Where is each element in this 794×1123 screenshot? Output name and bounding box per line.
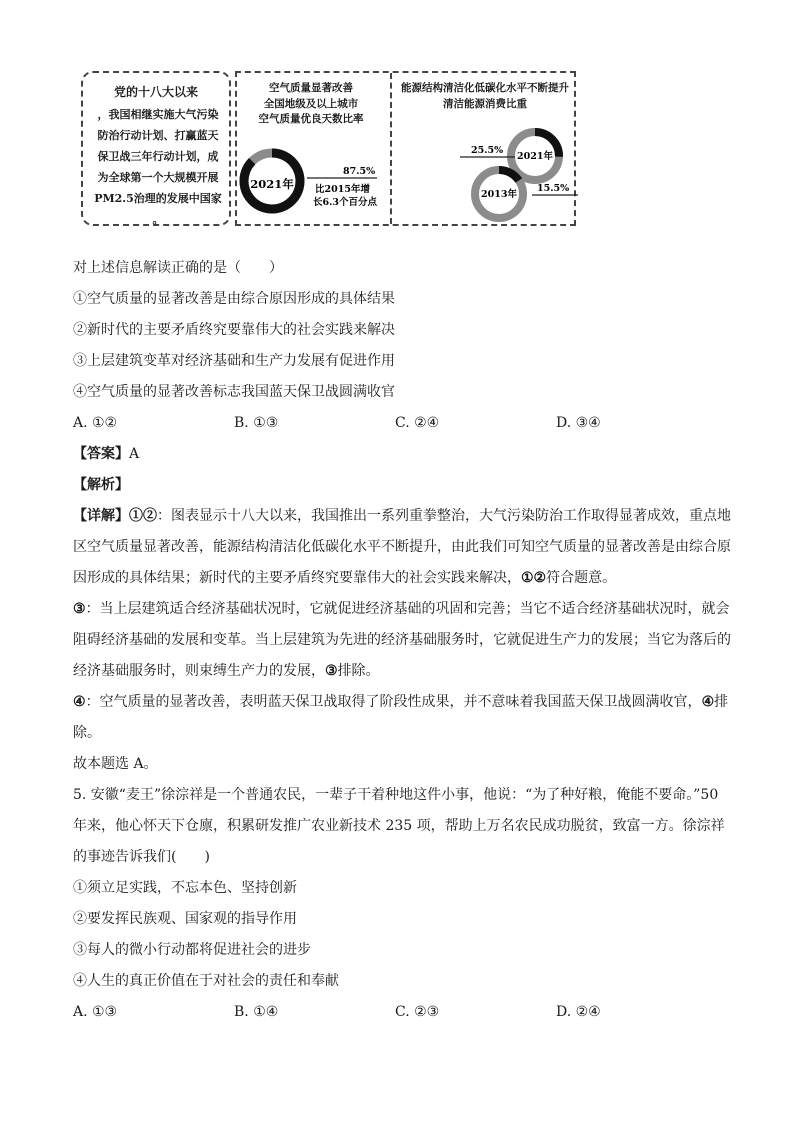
question-text	[73, 253, 733, 1028]
panel-line: 防治行动计划、打赢蓝天	[97, 129, 219, 142]
answer-tag: 【答案】	[73, 446, 129, 462]
analysis-text: ：图表显示十八大以来，我国推出一系列重拳整治，大气污染防治工作取得显著成效，重点地区空气质量显著改善，能源结构清洁化低碳化水平不断提升，由此我们可知空气质量的显著改善是由综合原因形成的具体结果；新时代的主要矛盾终究要靠伟大的社会实践来解决，	[73, 508, 731, 586]
chart-a-title-line: 空气质量优良天数比率	[258, 113, 364, 125]
q4-choices	[73, 408, 733, 439]
q5-choices	[73, 997, 733, 1028]
mark: ③	[73, 601, 86, 617]
chart-a-title-line: 空气质量显著改善	[269, 82, 353, 94]
q5-option: ③每人的微小行动都将促进社会的进步	[73, 942, 311, 958]
chart-b-value-2021: 25.5%	[471, 145, 504, 156]
panel-line: ，我国相继实施大气污染	[97, 108, 219, 121]
q4-option: ③上层建筑变革对经济基础和生产力发展有促进作用	[73, 353, 395, 369]
chart-b-title-line: 清洁能源消费比重	[443, 97, 527, 110]
choice-d: D. ③④	[556, 415, 601, 431]
analysis-paragraph-2	[73, 594, 733, 687]
chart-a-note-line: 比2015年增	[315, 184, 370, 195]
chart-b-value-2013: 15.5%	[537, 183, 570, 194]
infographic-figure	[78, 68, 578, 231]
q4-option: ②新时代的主要矛盾终究要靠伟大的社会实践来解决	[73, 322, 395, 338]
choice-b: B. ①④	[234, 1004, 279, 1020]
analysis-paragraph-1	[73, 501, 733, 594]
mark: ④	[701, 694, 715, 710]
answer-line	[73, 439, 733, 470]
chart-b-year-2013: 2013年	[481, 189, 517, 200]
q5-option: ①须立足实践，不忘本色、坚持创新	[73, 880, 297, 896]
q5-option: ②要发挥民族观、国家观的指导作用	[73, 911, 297, 927]
donut-charts	[237, 73, 578, 228]
analysis-text: ：当上层建筑适合经济基础状况时，它就促进经济基础的巩固和完善；当它不适合经济基础状况时，就会阻碍经济基础的发展和变革。当上层建筑为先进的经济基础服务时，它就促进生产力的发展；当它为落后的经济基础服务时，则束缚生产力的发展，	[73, 601, 731, 679]
choice-d: D. ②④	[556, 1004, 601, 1020]
panel-line: 为全球第一个大规模开展	[97, 171, 219, 184]
analysis-text: ：空气质量的显著改善，表明蓝天保卫战取得了阶段性成果，并不意味着我国蓝天保卫战圆满收官，	[85, 694, 702, 710]
chart-a-value-label: 87.5%	[343, 166, 376, 177]
q4-stem: 对上述信息解读正确的是（ ）	[73, 260, 283, 276]
panel-line: 。	[152, 213, 164, 226]
choice-a: A. ①③	[73, 1004, 118, 1020]
panel-body	[93, 104, 223, 230]
info-panel-left	[81, 71, 231, 226]
panel-line: PM2.5治理的发展中国家	[94, 192, 222, 205]
choice-c: C. ②③	[395, 1004, 440, 1020]
q4-option: ④空气质量的显著改善标志我国蓝天保卫战圆满收官	[73, 384, 395, 400]
q5-option: ④人生的真正价值在于对社会的责任和奉献	[73, 973, 339, 989]
mark: ③	[325, 663, 338, 679]
chart-a-title-line: 全国地级及以上城市	[263, 97, 359, 110]
q5-stem: 5. 安徽“麦王”徐淙祥是一个普通农民，一辈子干着种地这件小事，他说：“为了种好粮，俺能不要命。”50 年来，他心怀天下仓廪，积累研发推广农业新技术 235 项，帮助上万名农民成功脱贫，致富一方。徐淙祥的事迹告诉我们( )	[73, 787, 725, 865]
mark: ①②	[521, 570, 547, 586]
mark: ①②	[129, 508, 157, 524]
analysis-text: 符合题意。	[546, 570, 617, 586]
clean-energy-2013-slice	[499, 170, 519, 181]
choice-b: B. ①③	[234, 415, 279, 431]
panel-title: 党的十八大以来	[113, 85, 198, 99]
panel-line: 保卫战三年行动计划，成	[97, 150, 219, 163]
analysis-text: 排除。	[73, 694, 729, 741]
chart-a-note-line: 长6.3个百分点	[313, 197, 378, 208]
conclusion: 故本题选 A。	[73, 756, 158, 772]
chart-b-title-line: 能源结构清洁化低碳化水平不断提升	[401, 82, 569, 94]
q4-option: ①空气质量的显著改善是由综合原因形成的具体结果	[73, 291, 395, 307]
analysis-tag: 【解析】	[73, 477, 129, 493]
analysis-text: 排除。	[337, 663, 380, 679]
chart-a-year-label: 2021年	[250, 177, 294, 191]
choice-c: C. ②④	[395, 415, 440, 431]
choice-a: A. ①②	[73, 415, 118, 431]
answer-value: A	[129, 446, 140, 462]
chart-b-year-2021: 2021年	[517, 151, 553, 162]
detail-tag: 【详解】	[73, 508, 129, 524]
info-panel-right	[235, 71, 576, 226]
analysis-paragraph-3	[73, 687, 733, 749]
mark: ④	[73, 694, 86, 710]
analysis-line	[73, 470, 733, 501]
